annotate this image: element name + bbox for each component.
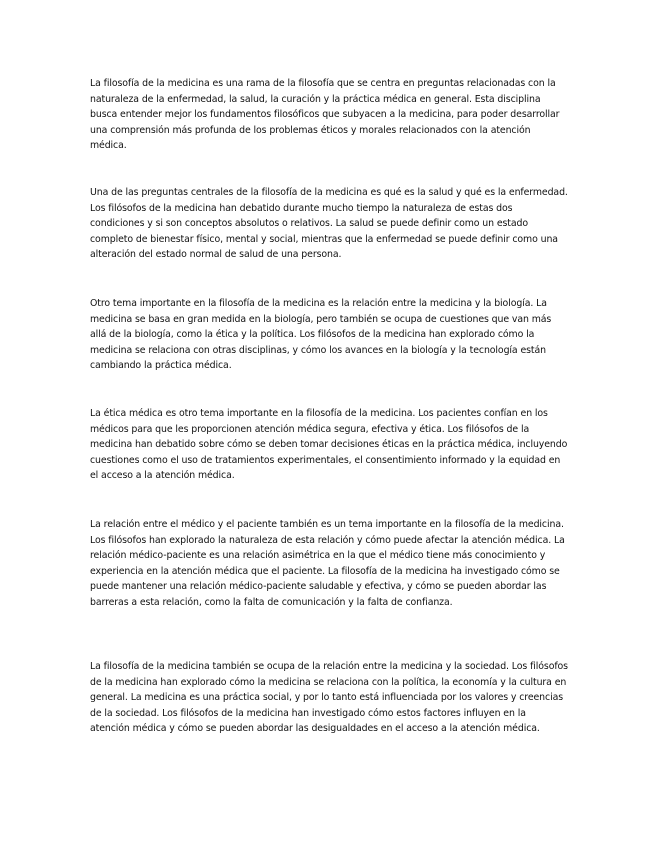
paragraph-5: La relación entre el médico y el paciente también es un tema importante en la filosofía de la medicina. Los filósofos han explorado la naturaleza de esta relación y cómo puede afectar la atención médica. La relación médico-paciente es una relación asimétrica en la que el médico tiene más conocimiento y experiencia en la atención médica que el paciente. La filosofía de la medicina ha investigado cómo se puede mantener una relación médico-paciente saludable y efectiva, y cómo se pueden abordar las barreras a esta relación, como la falta de comunicación y la falta de confianza. xyxy=(90,519,565,608)
paragraph-1: La filosofía de la medicina es una rama de la filosofía que se centra en preguntas relacionadas con la naturaleza de la enfermedad, la salud, la curación y la práctica médica en general. Esta disciplina busca entender mejor los fundamentos filosóficos que subyacen a la medicina, para poder desarrollar una comprensión más profunda de los problemas éticos y morales relacionados con la atención médica. xyxy=(90,78,560,152)
paragraph-6: La filosofía de la medicina también se ocupa de la relación entre la medicina y la sociedad. Los filósofos de la medicina han explorado cómo la medicina se relaciona con la política, la economía y la cultura en general. La medicina es una práctica social, y por lo tanto está influenciada por los valores y creencias de la sociedad. Los filósofos de la medicina han investigado cómo estos factores influyen en la atención médica y cómo se pueden abordar las desigualdades en el acceso a la atención médica. xyxy=(90,661,568,735)
paragraph-2: Una de las preguntas centrales de la filosofía de la medicina es qué es la salud y qué es la enfermedad. Los filósofos de la medicina han debatido durante mucho tiempo la naturaleza de estas dos condiciones y si son conceptos absolutos o relativos. La salud se puede definir como un estado completo de bienestar físico, mental y social, mientras que la enfermedad se puede definir como una alteración del estado normal de salud de una persona. xyxy=(90,187,568,261)
paragraph-4: La ética médica es otro tema importante en la filosofía de la medicina. Los pacientes confían en los médicos para que les proporcionen atención médica segura, efectiva y ética. Los filósofos de la medicina han debatido sobre cómo se deben tomar decisiones éticas en la práctica médica, incluyendo cuestiones como el uso de tratamientos experimentales, el consentimiento informado y la equidad en el acceso a la atención médica. xyxy=(90,408,568,482)
paragraph-3: Otro tema importante en la filosofía de la medicina es la relación entre la medicina y la biología. La medicina se basa en gran medida en la biología, pero también se ocupa de cuestiones que van más allá de la biología, como la ética y la política. Los filósofos de la medicina han explorado cómo la medicina se relaciona con otras disciplinas, y cómo los avances en la biología y la tecnología están cambiando la práctica médica. xyxy=(90,298,552,372)
